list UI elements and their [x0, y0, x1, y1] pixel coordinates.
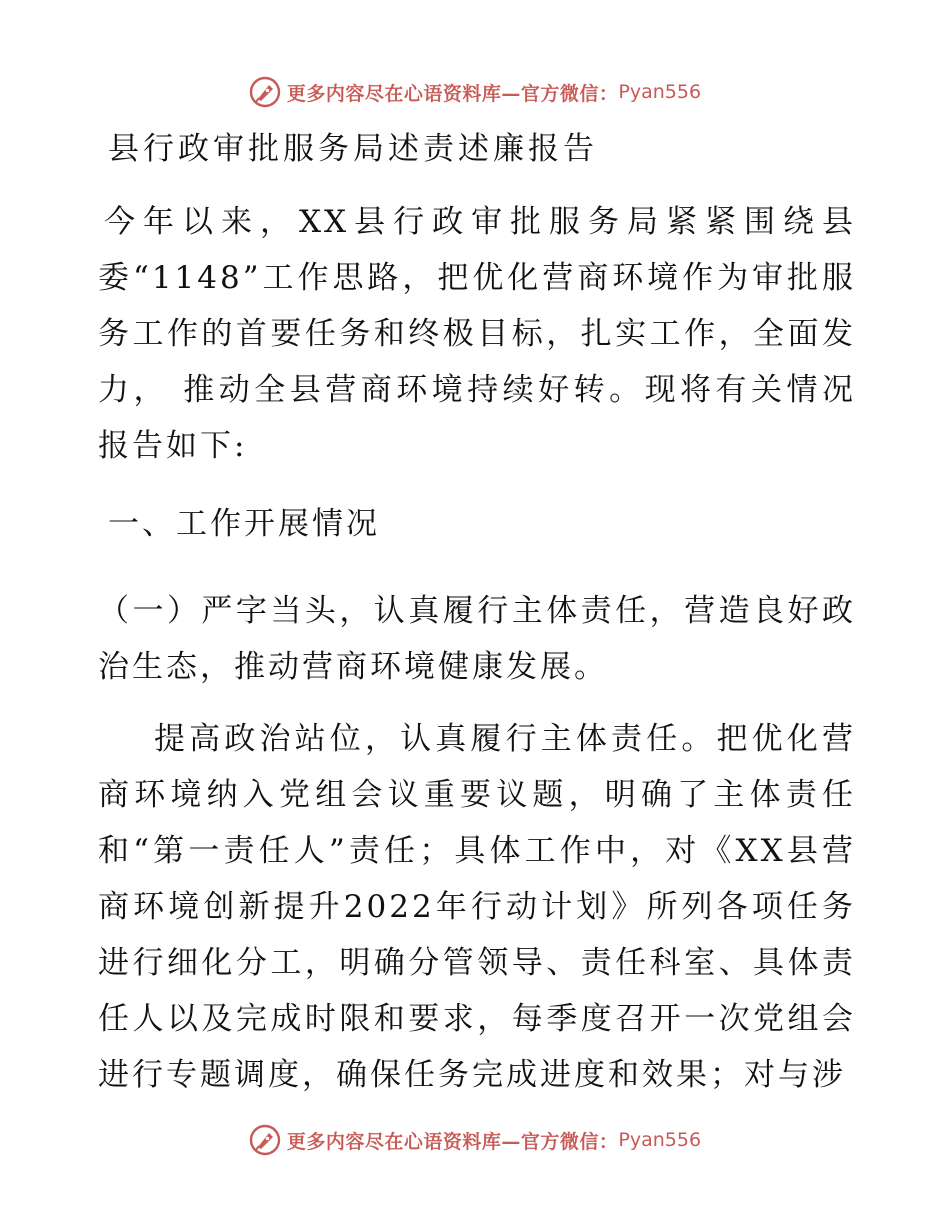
document-page: [98, 122, 856, 1103]
section-heading-1: 一、工作开展情况: [108, 506, 380, 542]
footer-watermark: [0, 1120, 950, 1160]
watermark-text: 更多内容尽在心语资料库—官方微信：: [286, 82, 619, 105]
watermark-wechat-id: Pyan556: [618, 81, 702, 103]
watermark-text: 更多内容尽在心语资料库—官方微信：: [286, 1130, 619, 1153]
pen-nib-logo-icon: [249, 76, 281, 108]
pen-nib-logo-icon: [249, 1124, 281, 1156]
intro-paragraph: 今年以来，XX县行政审批服务局紧紧围绕县委“1148”工作思路，把优化营商环境作为审批服务工作的首要任务和终极目标，扎实工作，全面发力， 推动全县营商环境持续好转。现将有关情况报告如下:: [98, 204, 856, 464]
watermark-wechat-id: Pyan556: [618, 1129, 702, 1151]
subsection-heading-1: （一）严字当头，认真履行主体责任，营造良好政治生态，推动营商环境健康发展。: [98, 593, 856, 685]
body-paragraph: 提高政治站位，认真履行主体责任。把优化营商环境纳入党组会议重要议题，明确了主体责任和“第一责任人”责任；具体工作中，对《XX县营商环境创新提升2022年行动计划》所列各项任务进行细化分工，明确分管领导、责任科室、具体责任人以及完成时限和要求，每季度召开一次党组会进行专题调度，确保任务完成进度和效果；对与涉: [98, 721, 856, 1093]
document-title: 县行政审批服务局述责述廉报告: [108, 131, 598, 167]
header-watermark: [0, 72, 950, 112]
